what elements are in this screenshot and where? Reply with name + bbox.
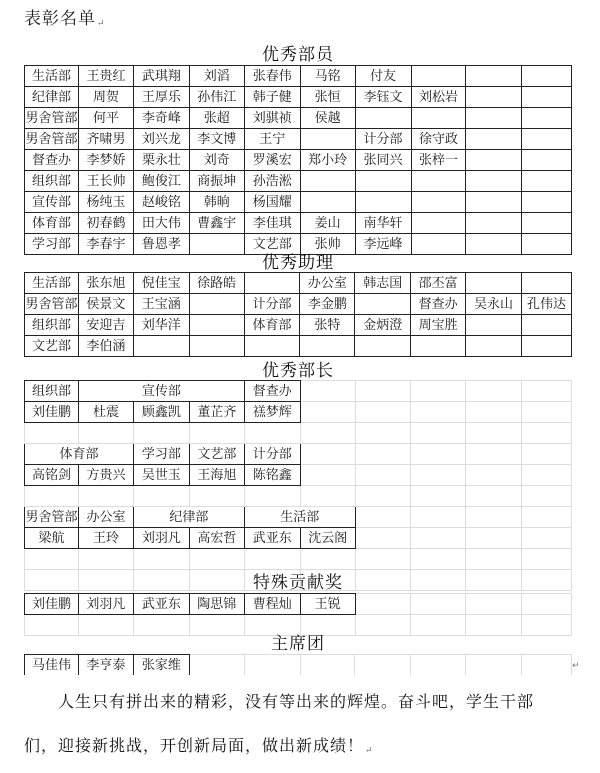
assistant-row [25,336,572,357]
name-cell [522,129,572,150]
name-cell [411,213,466,234]
member-row [25,66,572,87]
document-title [24,4,106,29]
name-cell [244,336,300,357]
section-title-excellent-assistants: 优秀助理 [262,253,334,273]
member-row [25,192,572,213]
name-cell: 高宏哲 [189,528,244,549]
name-cell: 付友 [355,66,411,87]
name-cell: 张家维 [133,655,189,676]
name-cell: 田大伟 [133,213,189,234]
dept-cell: 文艺部 [189,444,244,465]
name-cell: 刘佳鹏 [25,402,79,423]
excellent-ministers-table [24,380,572,591]
name-cell [522,108,572,129]
name-cell: 张特 [300,315,355,336]
name-cell: 邵丕富 [411,273,466,294]
name-cell [466,192,522,213]
presidium-row [25,655,572,676]
name-cell: 计分部 [355,129,411,150]
dept-cell: 纪律部 [25,87,79,108]
paragraph-mark-icon: ↵ [97,19,106,29]
name-cell: 韩晌 [189,192,244,213]
name-cell: 计分部 [244,294,300,315]
name-cell: 刘羽凡 [78,594,133,615]
name-cell: 董芷齐 [189,402,244,423]
name-cell: 张恒 [300,87,355,108]
dept-cell: 计分部 [244,444,300,465]
name-cell: 杜震 [78,402,133,423]
name-cell: 韩子健 [244,87,300,108]
name-cell: 顾鑫凯 [133,402,189,423]
name-cell: 侯越 [300,108,355,129]
name-cell: 李金鹏 [300,294,355,315]
excellent-members-table [24,65,572,255]
name-cell: 郑小玲 [300,150,355,171]
name-cell: 徐守政 [411,129,466,150]
name-cell: 武亚东 [133,594,189,615]
name-cell: 高铭剑 [25,465,79,486]
name-cell [133,336,189,357]
name-cell [466,108,522,129]
excellent-assistants-table [24,272,572,357]
name-cell: 周宝胜 [411,315,466,336]
dept-cell: 学习部 [25,234,79,255]
name-cell: 周贺 [78,87,133,108]
name-cell [521,273,571,294]
section-title-excellent-ministers: 优秀部长 [262,361,334,381]
name-cell: 王长帅 [78,171,133,192]
name-cell: 刘松岩 [411,87,466,108]
closing-paragraph-line1: 人生只有拼出来的精彩，没有等出来的辉煌。奋斗吧，学生干部 [58,692,535,711]
name-cell: 王宁 [244,129,300,150]
special-contribution-row [25,594,572,615]
member-row [25,150,572,171]
name-cell: 刘羽凡 [133,528,189,549]
name-cell [411,192,466,213]
name-cell [411,336,466,357]
name-cell: 李春宇 [78,234,133,255]
name-cell [300,171,355,192]
dept-cell: 生活部 [25,66,79,87]
dept-cell: 男舍管部 [25,129,79,150]
dept-cell: 体育部 [25,213,79,234]
assistant-row [25,294,572,315]
name-cell: 罗溪宏 [244,150,300,171]
name-cell: 李佳琪 [244,213,300,234]
name-cell: 杨国耀 [244,192,300,213]
dept-cell: 体育部 [25,444,134,465]
name-cell: 王贵红 [78,66,133,87]
dept-cell: 督查办 [25,150,79,171]
name-cell: 文艺部 [244,234,300,255]
name-cell [355,336,411,357]
dept-cell: 文艺部 [25,336,79,357]
closing-paragraph-line2 [24,724,580,773]
member-row [25,213,572,234]
document-title-text: 表彰名单 [24,9,96,29]
name-cell: 赵峻铭 [133,192,189,213]
name-cell: 曹鑫宇 [189,213,244,234]
dept-cell: 学习部 [133,444,189,465]
section-title-excellent-members: 优秀部员 [262,45,334,65]
name-cell [522,66,572,87]
name-cell: 何平 [78,108,133,129]
section-title-special-contribution: 特殊贡献奖 [253,573,343,593]
section-title-presidium: 主席团 [271,634,325,654]
name-cell [466,213,522,234]
member-row [25,87,572,108]
ministers-block3-name-row [25,528,572,549]
name-cell [522,150,572,171]
name-cell: 张同兴 [355,150,411,171]
name-cell: 张超 [189,108,244,129]
name-cell: 方贵兴 [78,465,133,486]
dept-cell: 督查办 [244,381,300,402]
name-cell: 刘骐祯 [244,108,300,129]
ministers-block1-header-row [25,381,572,402]
name-cell: 王锐 [300,594,355,615]
dept-cell: 组织部 [25,171,79,192]
dept-cell: 宣传部 [78,381,244,402]
name-cell [411,66,466,87]
name-cell: 马铭 [300,66,355,87]
ministers-block1-name-row [25,402,572,423]
name-cell: 办公室 [300,273,355,294]
name-cell: 孙浩淞 [244,171,300,192]
name-cell: 安迎吉 [78,315,133,336]
name-cell: 南华轩 [355,213,411,234]
name-cell: 吴世玉 [133,465,189,486]
name-cell [300,129,355,150]
name-cell: 王玲 [78,528,133,549]
dept-cell: 生活部 [244,507,355,528]
name-cell [466,315,522,336]
name-cell [189,315,244,336]
ministers-block3-header-row [25,507,572,528]
name-cell [466,87,522,108]
name-cell: 李梦娇 [78,150,133,171]
name-cell: 李远峰 [355,234,411,255]
closing-paragraph-line2-text: 们，迎接新挑战，开创新局面，做出新成绩！ [24,736,365,755]
name-cell [189,336,244,357]
name-cell [522,192,572,213]
name-cell: 侯景文 [78,294,133,315]
name-cell: 姜山 [300,213,355,234]
name-cell: 武琪翔 [133,66,189,87]
name-cell [189,294,244,315]
dept-cell: 办公室 [78,507,133,528]
name-cell [466,66,522,87]
assistant-row [25,315,572,336]
name-cell: 王宝涵 [133,294,189,315]
name-cell: 刘奇 [189,150,244,171]
name-cell: 陶思锦 [189,594,244,615]
name-cell: 武亚东 [244,528,300,549]
name-cell: 李伯涵 [78,336,133,357]
dept-cell: 男舍管部 [25,294,79,315]
name-cell [411,171,466,192]
name-cell [355,108,411,129]
name-cell: 刘兴龙 [133,129,189,150]
name-cell: 初春鹤 [78,213,133,234]
name-cell: 陈铭鑫 [244,465,300,486]
name-cell: 曹程灿 [244,594,300,615]
name-cell: 禚梦辉 [244,402,300,423]
name-cell: 商振坤 [189,171,244,192]
name-cell: 马佳伟 [25,655,79,676]
paragraph-mark-icon: ↵ [572,661,580,671]
name-cell: 体育部 [244,315,300,336]
name-cell: 孔伟达 [521,294,571,315]
name-cell: 齐啸男 [78,129,133,150]
name-cell: 杨纯玉 [78,192,133,213]
name-cell [466,129,522,150]
name-cell [466,171,522,192]
name-cell [522,87,572,108]
name-cell: 李奇峰 [133,108,189,129]
name-cell [466,336,522,357]
name-cell: 李钰文 [355,87,411,108]
dept-cell: 纪律部 [133,507,244,528]
name-cell [521,336,571,357]
dept-cell: 男舍管部 [25,108,79,129]
paragraph-mark-icon: ↵ [365,746,374,756]
name-cell: 张东旭 [78,273,133,294]
name-cell: 王海旭 [189,465,244,486]
name-cell: 刘佳鹏 [25,594,79,615]
dept-cell: 生活部 [25,273,79,294]
member-row [25,129,572,150]
name-cell [300,336,355,357]
name-cell: 张梓一 [411,150,466,171]
name-cell: 徐路皓 [189,273,244,294]
presidium-table [24,654,572,675]
dept-cell: 组织部 [25,315,79,336]
name-cell: 吴永山 [466,294,522,315]
name-cell: 金炳澄 [355,315,411,336]
name-cell: 李文博 [189,129,244,150]
name-cell [355,171,411,192]
name-cell: 韩志国 [355,273,411,294]
name-cell: 王厚乐 [133,87,189,108]
name-cell [466,273,522,294]
dept-cell: 宣传部 [25,192,79,213]
name-cell [522,213,572,234]
name-cell: 张帅 [300,234,355,255]
ministers-block2-name-row [25,465,572,486]
name-cell: 督查办 [411,294,466,315]
name-cell [521,315,571,336]
name-cell: 刘华洋 [133,315,189,336]
name-cell [466,150,522,171]
name-cell: 栗永壮 [133,150,189,171]
ministers-block2-header-row [25,444,572,465]
name-cell [411,108,466,129]
name-cell [244,273,300,294]
name-cell: 鲍俊江 [133,171,189,192]
name-cell: 孙伟江 [189,87,244,108]
dept-cell: 组织部 [25,381,79,402]
name-cell: 刘滔 [189,66,244,87]
name-cell: 李亨泰 [78,655,133,676]
name-cell: 沈云阁 [300,528,355,549]
member-row [25,108,572,129]
name-cell [355,294,411,315]
name-cell [300,192,355,213]
name-cell: 倪佳宝 [133,273,189,294]
name-cell: 梁航 [25,528,79,549]
name-cell [355,192,411,213]
dept-cell: 男舍管部 [25,507,79,528]
assistant-row [25,273,572,294]
name-cell: 鲁恩孝 [133,234,189,255]
name-cell [522,171,572,192]
name-cell: 张春伟 [244,66,300,87]
member-row [25,171,572,192]
